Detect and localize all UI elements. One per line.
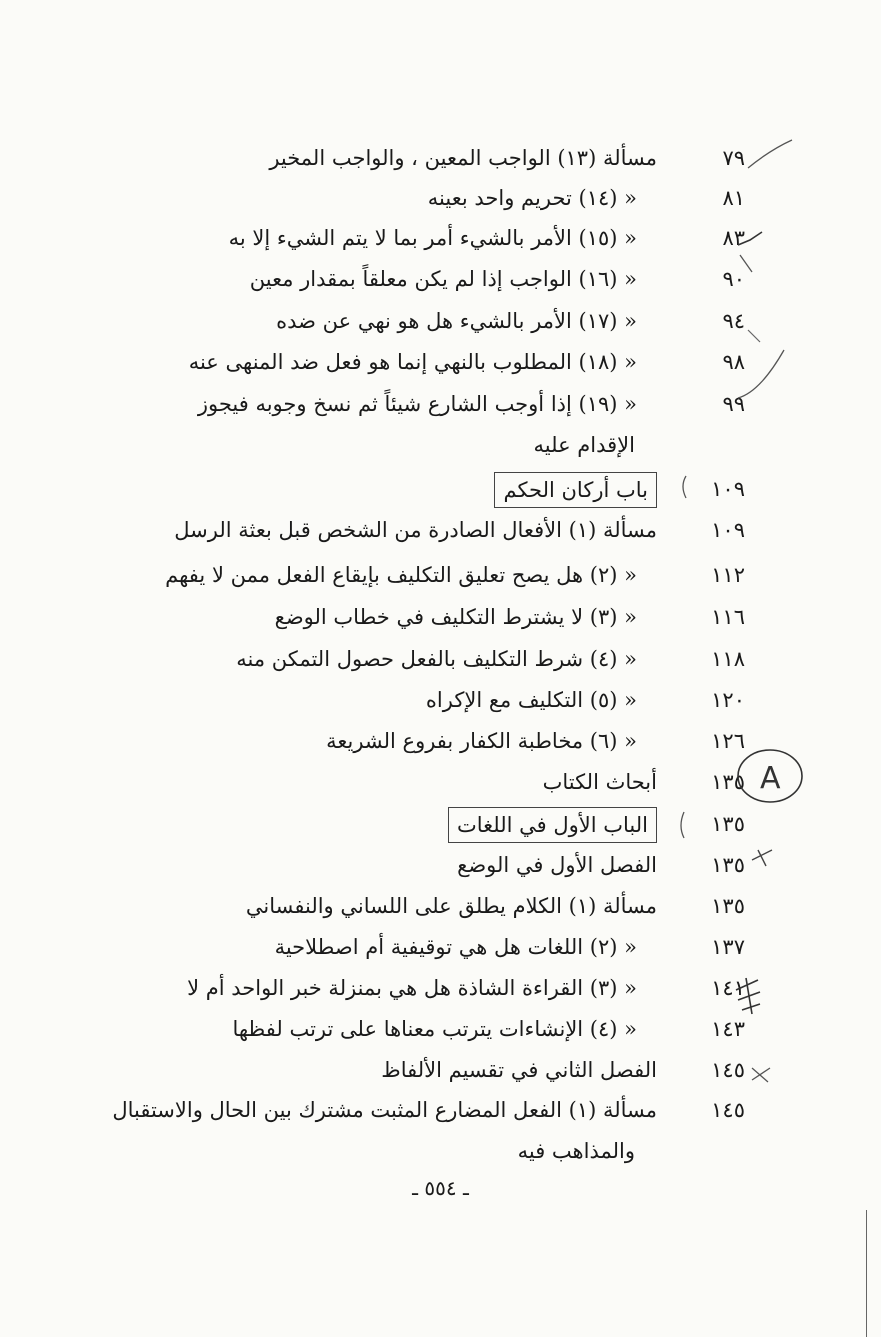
handwritten-circle-label: A	[760, 761, 781, 796]
toc-entry-title: مسألة (١٣) الواجب المعين ، والواجب المخير	[269, 146, 657, 170]
toc-entry	[90, 555, 745, 595]
star-mark-icon	[752, 1068, 770, 1082]
toc-entry	[90, 138, 745, 178]
toc-entry-title: « (٤) الإنشاءات يترتب معناها على ترتب لفظها	[232, 1017, 637, 1041]
toc-entry-title: « (١٤) تحريم واحد بعينه	[427, 186, 637, 210]
toc-page-number: ٩٩	[722, 392, 745, 416]
toc-page-number: ٨٣	[722, 226, 745, 250]
toc-page-number: ١٤١	[711, 976, 745, 1000]
page-edge-line	[866, 1210, 867, 1337]
toc-entry	[90, 218, 745, 258]
toc-page-number: ١٠٩	[711, 477, 745, 501]
toc-entry	[90, 1131, 745, 1171]
toc-page-number: ١٣٥	[711, 812, 745, 836]
page-number: ـ ٥٥٤ ـ	[412, 1176, 469, 1200]
toc-entry-title: « (٥) التكليف مع الإكراه	[425, 688, 637, 712]
toc-entry	[90, 259, 745, 299]
toc-entry	[90, 384, 745, 424]
toc-page-number: ٩٤	[722, 309, 745, 333]
toc-entry	[90, 927, 745, 967]
toc-entry-title: مسألة (١) الفعل المضارع المثبت مشترك بين الحال والاستقبال	[112, 1098, 657, 1122]
toc-entry	[90, 721, 745, 761]
toc-page-number: ١١٦	[711, 605, 745, 629]
toc-entry	[90, 639, 745, 679]
toc-page-number: ١٣٥	[711, 770, 745, 794]
toc-entry-title: « (١٨) المطلوب بالنهي إنما هو فعل ضد المنهى عنه	[188, 350, 637, 374]
toc-entry	[90, 510, 745, 550]
toc-entry	[90, 1009, 745, 1049]
pencil-stroke-icon	[748, 330, 760, 342]
toc-entry-title: « (١٥) الأمر بالشيء أمر بما لا يتم الشيء إلا به	[228, 226, 637, 250]
toc-page-number: ١٤٣	[711, 1017, 745, 1041]
toc-entry-title: والمذاهب فيه	[517, 1139, 635, 1163]
toc-page-number: ١٠٩	[711, 518, 745, 542]
toc-entry-title: « (١٦) الواجب إذا لم يكن معلقاً بمقدار معين	[249, 267, 637, 291]
toc-entry	[90, 469, 745, 509]
toc-entry-title: مسألة (١) الأفعال الصادرة من الشخص قبل بعثة الرسل	[174, 518, 657, 542]
toc-page-number: ١٣٥	[711, 853, 745, 877]
toc-page-number: ١٣٥	[711, 894, 745, 918]
toc-entry-title: أبحاث الكتاب	[542, 770, 657, 794]
toc-section-heading: باب أركان الحكم	[494, 472, 657, 508]
toc-page-number: ١١٢	[711, 563, 745, 587]
handwritten-circle-icon	[738, 750, 802, 802]
toc-entry-title: مسألة (١) الكلام يطلق على اللساني والنفساني	[245, 894, 657, 918]
toc-entry	[90, 342, 745, 382]
toc-entry-title: « (٢) اللغات هل هي توقيفية أم اصطلاحية	[274, 935, 637, 959]
toc-entry-title: الإقدام عليه	[533, 433, 635, 457]
toc-page-number: ٧٩	[722, 146, 745, 170]
toc-entry	[90, 425, 745, 465]
toc-entry-title: الفصل الثاني في تقسيم الألفاظ	[381, 1058, 657, 1082]
toc-page-number: ١٤٥	[711, 1058, 745, 1082]
toc-page-number: ١٢٠	[711, 688, 745, 712]
toc-entry	[90, 804, 745, 844]
toc-entry	[90, 845, 745, 885]
toc-entry	[90, 762, 745, 802]
toc-page-number: ١٣٧	[711, 935, 745, 959]
toc-entry	[90, 597, 745, 637]
toc-page-number: ١٢٦	[711, 729, 745, 753]
toc-entry-title: « (٣) لا يشترط التكليف في خطاب الوضع	[274, 605, 637, 629]
toc-entry-title: « (٤) شرط التكليف بالفعل حصول التمكن منه	[236, 647, 637, 671]
toc-entry	[90, 178, 745, 218]
toc-page-number: ١٤٥	[711, 1098, 745, 1122]
toc-entry	[90, 968, 745, 1008]
pencil-stroke-icon	[748, 140, 792, 168]
toc-page-number: ٩٠	[722, 267, 745, 291]
toc-entry-title: « (٣) القراءة الشاذة هل هي بمنزلة خبر الواحد أم لا	[187, 976, 637, 1000]
toc-entry-title: « (١٩) إذا أوجب الشارع شيئاً ثم نسخ وجوبه فيجوز	[197, 392, 637, 416]
toc-entry-title: الفصل الأول في الوضع	[457, 853, 657, 877]
toc-entry-title: « (٦) مخاطبة الكفار بفروع الشريعة	[326, 729, 637, 753]
star-mark-icon	[752, 850, 772, 866]
toc-entry-title: « (٢) هل يصح تعليق التكليف بإيقاع الفعل ممن لا يفهم	[165, 563, 637, 587]
toc-page-number: ١١٨	[711, 647, 745, 671]
toc-entry-title: « (١٧) الأمر بالشيء هل هو نهي عن ضده	[276, 309, 637, 333]
toc-entry	[90, 301, 745, 341]
toc-entry	[90, 680, 745, 720]
toc-page-number: ٩٨	[722, 350, 745, 374]
toc-entry	[90, 1050, 745, 1090]
toc-entry	[90, 886, 745, 926]
toc-entry	[90, 1090, 745, 1130]
toc-section-heading: الباب الأول في اللغات	[448, 807, 657, 843]
toc-page-number: ٨١	[722, 186, 745, 210]
